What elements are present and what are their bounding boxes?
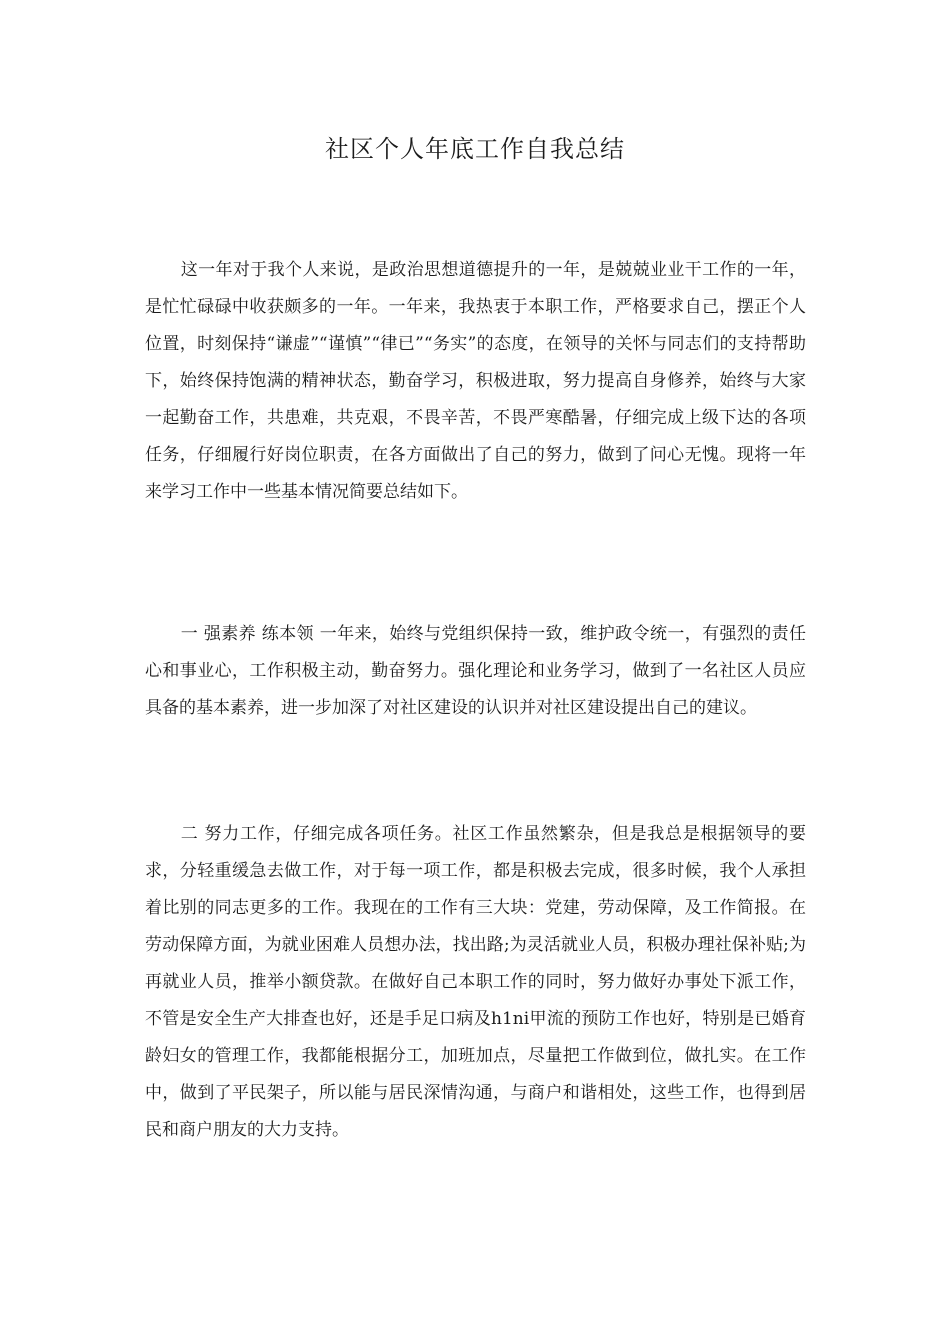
paragraph-intro: 这一年对于我个人来说，是政治思想道德提升的一年，是兢兢业业干工作的一年，是忙忙碌碌中收获颇多的一年。一年来，我热衷于本职工作，严格要求自己，摆正个人位置，时刻保持“谦虚”“谨慎”“律已”“务实”的态度，在领导的关怀与同志们的支持帮助下，始终保持饱满的精神状态，勤奋学习，积极进取，努力提高自身修养，始终与大家一起勤奋工作，共患难，共克艰，不畏辛苦，不畏严寒酷暑，仔细完成上级下达的各项任务，仔细履行好岗位职责，在各方面做出了自己的努力，做到了问心无愧。现将一年来学习工作中一些基本情况简要总结如下。 — [145, 260, 806, 502]
document-title: 社区个人年底工作自我总结 — [325, 135, 625, 163]
paragraph-section-two: 二 努力工作，仔细完成各项任务。社区工作虽然繁杂，但是我总是根据领导的要求，分轻重缓急去做工作，对于每一项工作，都是积极去完成，很多时候，我个人承担着比别的同志更多的工作。我现在的工作有三大块：党建，劳动保障，及工作简报。在劳动保障方面，为就业困难人员想办法，找出路;为灵活就业人员，积极办理社保补贴;为再就业人员，推举小额贷款。在做好自己本职工作的同时，努力做好办事处下派工作，不管是安全生产大排查也好，还是手足口病及h1ni甲流的预防工作也好，特别是已婚育龄妇女的管理工作，我都能根据分工，加班加点，尽量把工作做到位，做扎实。在工作中，做到了平民架子，所以能与居民深情沟通，与商户和谐相处，这些工作，也得到居民和商户朋友的大力支持。 — [145, 824, 806, 1140]
paragraph-section-one: 一 强素养 练本领 一年来，始终与党组织保持一致，维护政令统一，有强烈的责任心和事业心，工作积极主动，勤奋努力。强化理论和业务学习，做到了一名社区人员应具备的基本素养，进一步加深了对社区建设的认识并对社区建设提出自己的建议。 — [145, 624, 806, 718]
